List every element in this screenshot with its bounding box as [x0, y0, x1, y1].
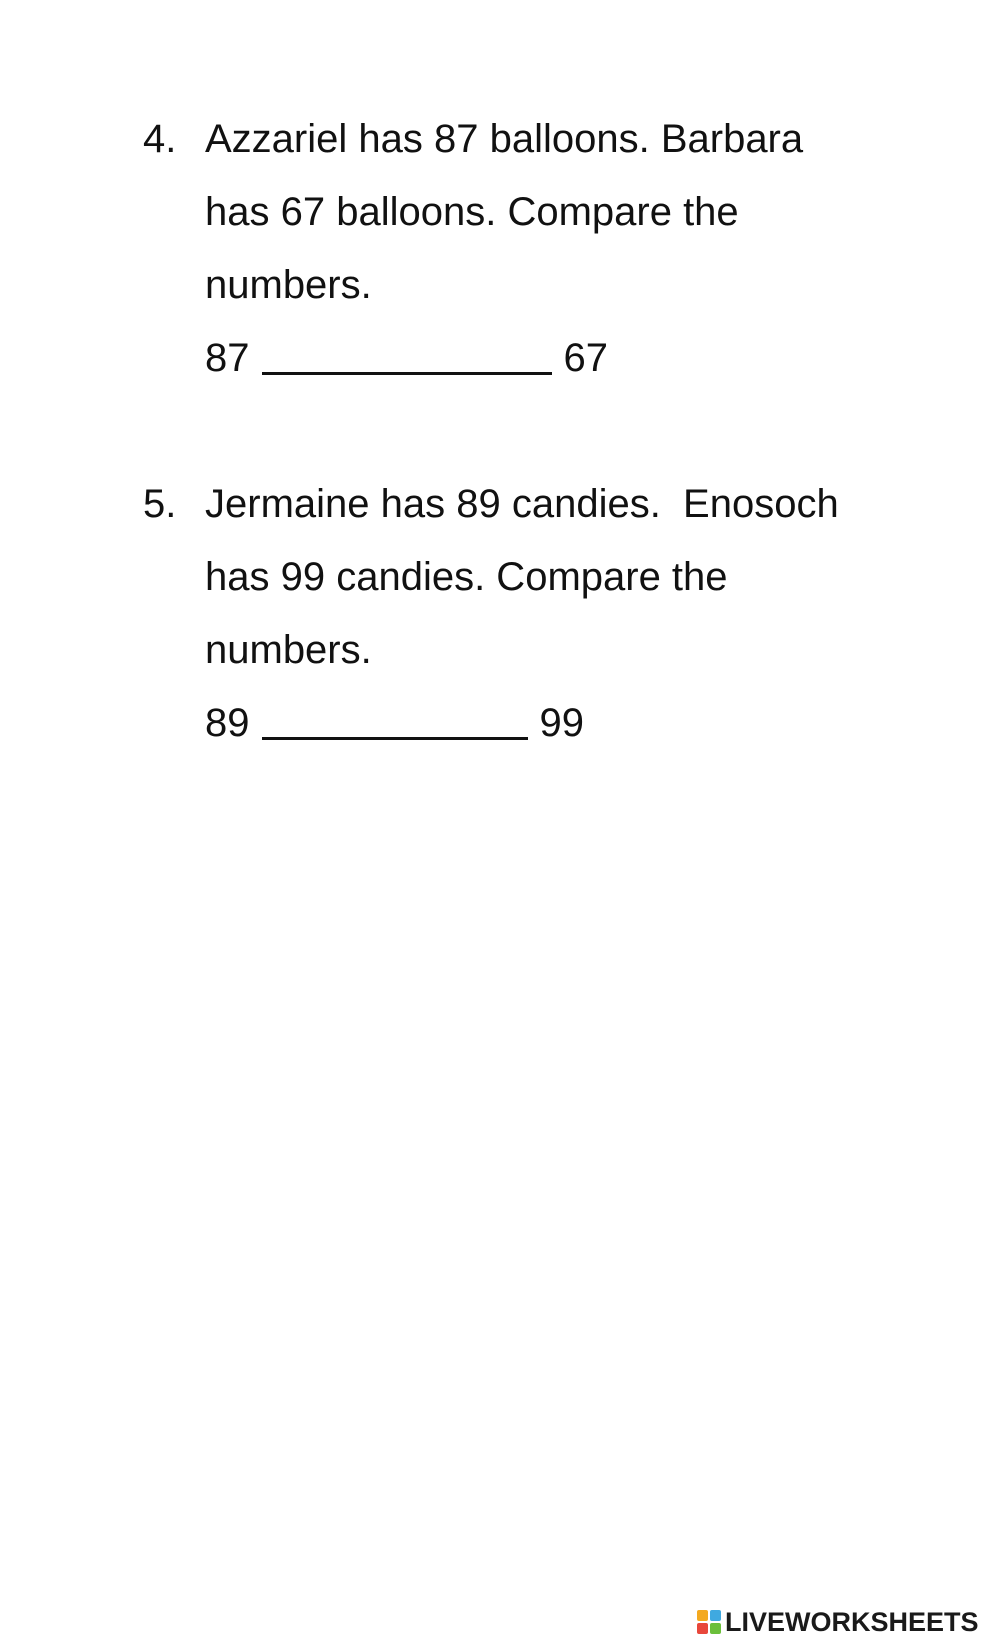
liveworksheets-logo-icon	[697, 1610, 721, 1634]
logo-square	[710, 1623, 721, 1634]
logo-square	[697, 1610, 708, 1621]
question-text-line: Jermaine has 89 candies. Enosoch	[205, 482, 839, 526]
answer-blank[interactable]	[262, 703, 528, 740]
question-text-line: has 67 balloons. Compare the	[205, 190, 739, 234]
comparison-row	[205, 699, 584, 747]
logo-square	[710, 1610, 721, 1621]
compare-left-number: 89	[205, 701, 250, 745]
question-text-line: numbers.	[205, 263, 372, 307]
liveworksheets-logo	[697, 1606, 979, 1638]
question-text-line: numbers.	[205, 628, 372, 672]
answer-blank[interactable]	[262, 338, 552, 375]
comparison-row	[205, 334, 608, 382]
compare-left-number: 87	[205, 336, 250, 380]
question-number: 4.	[143, 117, 177, 161]
compare-right-number: 67	[563, 336, 608, 380]
question-text-line: Azzariel has 87 balloons. Barbara	[205, 117, 804, 161]
compare-right-number: 99	[539, 701, 584, 745]
question-text-line: has 99 candies. Compare the	[205, 555, 728, 599]
logo-text: LIVEWORKSHEETS	[725, 1606, 979, 1637]
logo-square	[697, 1623, 708, 1634]
question-number: 5.	[143, 482, 177, 526]
